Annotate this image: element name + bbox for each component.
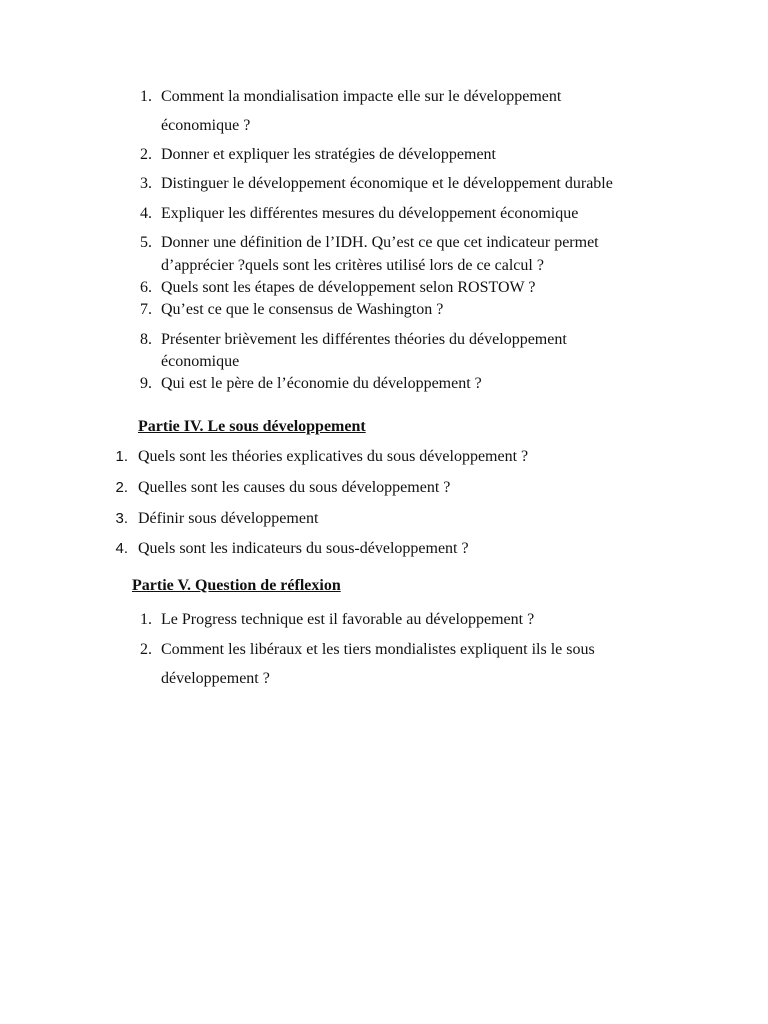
list-item-text: Donner et expliquer les stratégies de développement — [161, 146, 496, 163]
list-item-text: Donner une définition de l’IDH. Qu’est ce que cet indicateur permet — [161, 234, 599, 251]
list-item-text-continuation: économique ? — [161, 117, 251, 134]
list-item-text: Comment les libéraux et les tiers mondialistes expliquent ils le sous — [161, 641, 595, 658]
list-item-number: 3. — [140, 175, 152, 192]
list-item-number: 2. — [140, 146, 152, 163]
list-item-number: 5. — [140, 234, 152, 251]
list-item-text: Comment la mondialisation impacte elle sur le développement — [161, 88, 562, 105]
list-item-text: Qu’est ce que le consensus de Washington ? — [161, 301, 444, 318]
section-heading: Partie IV. Le sous développement — [138, 418, 366, 435]
list-item-text: Expliquer les différentes mesures du développement économique — [161, 205, 579, 222]
list-item-text: Distinguer le développement économique et le développement durable — [161, 175, 613, 192]
list-item-number: 2. — [140, 641, 152, 658]
list-item-number: 1. — [140, 88, 152, 105]
list-item-text-continuation: d’apprécier ?quels sont les critères utilisé lors de ce calcul ? — [161, 257, 544, 274]
list-item-text: Quelles sont les causes du sous développement ? — [138, 479, 451, 496]
list-item-number: 6. — [140, 279, 152, 296]
list-item-text: Présenter brièvement les différentes théories du développement — [161, 331, 567, 348]
list-item-number: 4. — [140, 205, 152, 222]
list-item-text: Définir sous développement — [138, 510, 319, 527]
list-item-number: 8. — [140, 331, 152, 348]
list-item-number: 7. — [140, 301, 152, 318]
list-item-number: 9. — [140, 375, 152, 392]
list-item-number: 1. — [115, 448, 128, 465]
section-heading: Partie V. Question de réflexion — [132, 577, 341, 594]
list-item-text: Le Progress technique est il favorable au développement ? — [161, 611, 535, 628]
list-item-number: 1. — [140, 611, 152, 628]
list-item-text: Qui est le père de l’économie du développement ? — [161, 375, 482, 392]
list-item-number: 2. — [115, 479, 128, 496]
list-item-text: Quels sont les théories explicatives du sous développement ? — [138, 448, 529, 465]
list-item-number: 4. — [115, 540, 128, 557]
list-item-text: Quels sont les indicateurs du sous-développement ? — [138, 540, 469, 557]
list-item-text-continuation: développement ? — [161, 670, 270, 687]
list-item-number: 3. — [115, 510, 128, 527]
list-item-text-continuation: économique — [161, 353, 240, 370]
list-item-text: Quels sont les étapes de développement selon ROSTOW ? — [161, 279, 536, 296]
